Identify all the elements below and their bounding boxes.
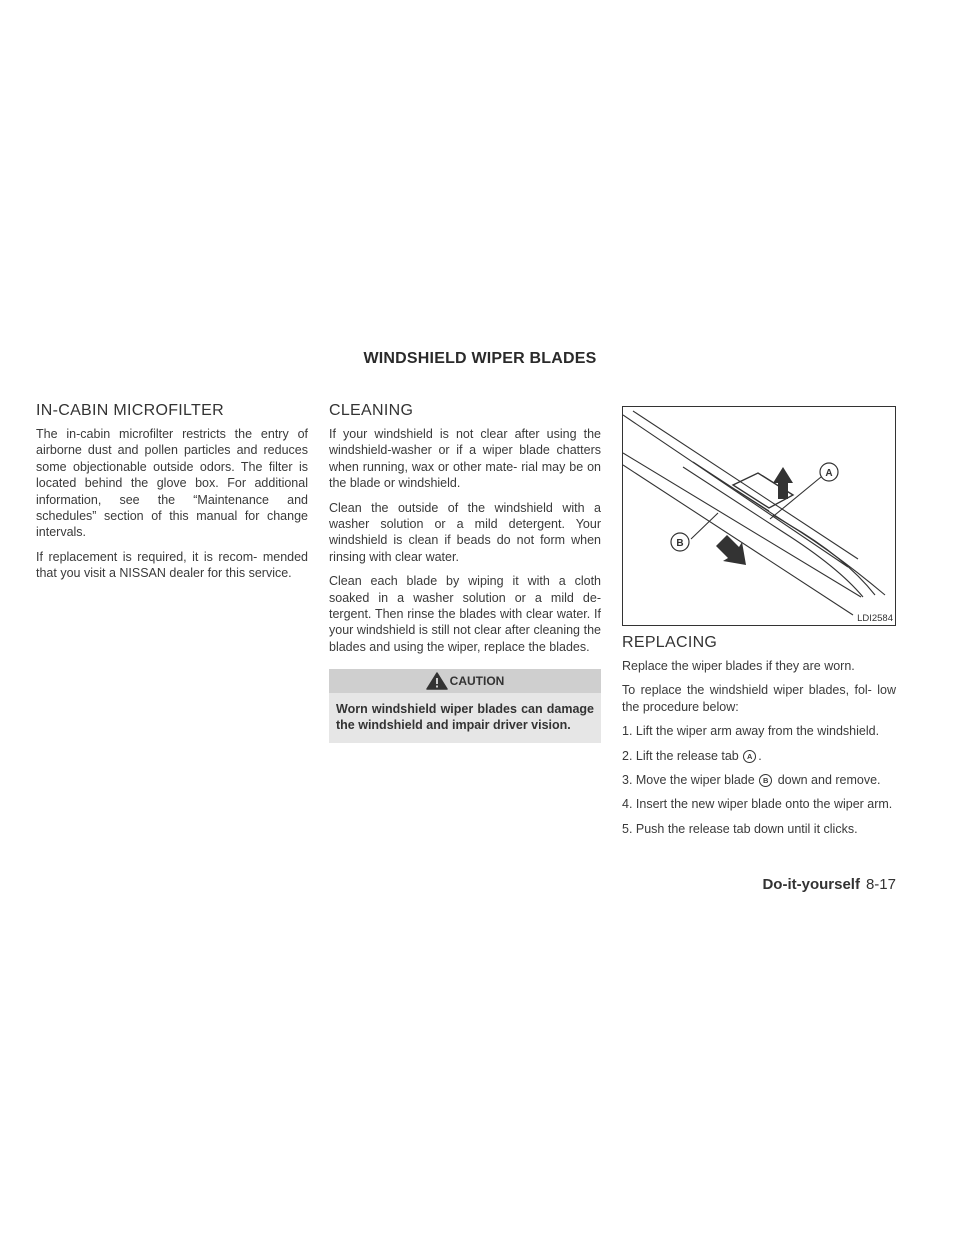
column-microfilter	[36, 402, 308, 590]
paragraph: The in-cabin microfilter restricts the entry of airborne dust and pollen particles and reduces some objectionable outside odors. The filter is located behind the glove box. For additional information, see the “Maintenance and schedules” section of this manual for change intervals.	[36, 427, 308, 540]
caution-box	[329, 669, 601, 743]
heading-microfilter: IN-CABIN MICROFILTER	[36, 402, 224, 419]
step-text: .	[758, 748, 762, 763]
paragraph: If your windshield is not clear after using the windshield-washer or if a wiper blade chatters when running, wax or other mate- rial may be on the blade or windshield.	[329, 427, 601, 491]
step-text: down and remove.	[777, 773, 881, 788]
page-number: 8-17	[865, 876, 896, 893]
heading-cleaning: CLEANING	[329, 402, 414, 419]
list-item: 4. Insert the new wiper blade onto the wiper arm.	[622, 797, 893, 812]
figure-label-a: A	[825, 468, 833, 479]
column-cleaning	[329, 402, 601, 743]
replacement-steps	[622, 723, 896, 837]
paragraph: Clean the outside of the windshield with a washer solution or a mild detergent. Your windshield is clean if beads do not form when rinsing with clear water.	[329, 500, 601, 564]
step-text: 2. Lift the release tab	[622, 748, 739, 763]
warning-icon	[426, 672, 448, 690]
caution-label: CAUTION	[449, 674, 505, 689]
list-item	[622, 772, 896, 788]
section-title: WINDSHIELD WIPER BLADES	[363, 350, 597, 367]
wiper-blade-figure	[622, 406, 896, 626]
list-item	[622, 748, 896, 764]
paragraph: To replace the windshield wiper blades, fol- low the procedure below:	[622, 683, 896, 714]
marker-b-icon: B	[759, 774, 772, 787]
list-item: 1. Lift the wiper arm away from the windshield.	[622, 724, 880, 739]
caution-header	[329, 669, 601, 693]
figure-label-b: B	[676, 538, 684, 549]
list-item: 5. Push the release tab down until it clicks.	[622, 821, 858, 836]
paragraph: Replace the wiper blades if they are worn.	[622, 659, 855, 673]
caution-text: Worn windshield wiper blades can damage the windshield and impair driver vision.	[336, 702, 594, 733]
chapter-name: Do-it-yourself	[762, 876, 860, 893]
paragraph: If replacement is required, it is recom- mended that you visit a NISSAN dealer for this service.	[36, 549, 308, 581]
wiper-blade-illustration	[623, 407, 895, 625]
page-footer	[762, 876, 896, 893]
step-text: 3. Move the wiper blade	[622, 773, 755, 788]
paragraph: Clean each blade by wiping it with a cloth soaked in a washer solution or a mild de- tergent. Then rinse the blades with clear water. If your windshield is still not clear after cleaning the blades and using the wiper, replace the blades.	[329, 574, 601, 654]
column-replacing	[622, 406, 896, 845]
figure-code: LDI2584	[857, 613, 893, 624]
marker-a-icon: A	[743, 750, 756, 763]
heading-replacing: REPLACING	[622, 634, 718, 651]
